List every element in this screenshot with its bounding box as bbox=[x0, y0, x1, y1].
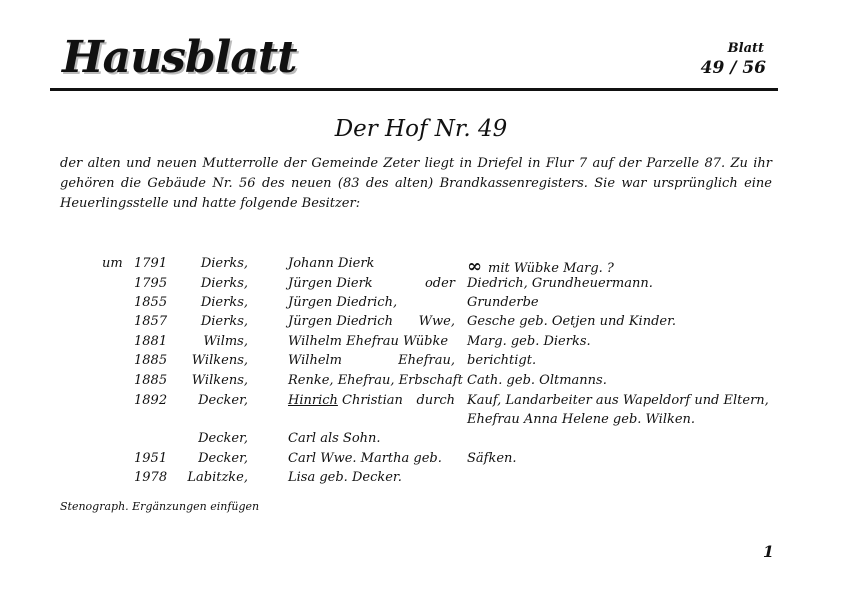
owner-year: 1791 bbox=[134, 256, 168, 271]
owner-surname: Dierks, bbox=[200, 276, 248, 291]
owner-surname: Decker, bbox=[198, 393, 248, 408]
owner-year: 1885 bbox=[134, 373, 168, 388]
blatt-value: 49 / 56 bbox=[700, 58, 766, 78]
owner-firstname: Jürgen Diedrich bbox=[288, 314, 393, 329]
owner-partner-text: Cath. geb. Oltmanns. bbox=[467, 373, 607, 388]
owner-firstname bbox=[288, 393, 403, 408]
owner-row bbox=[0, 470, 842, 490]
owner-connector: Wwe, bbox=[418, 314, 455, 329]
owner-firstname-underlined: Hinrich bbox=[288, 393, 338, 408]
owner-connector: oder bbox=[424, 276, 455, 291]
owner-year: 1855 bbox=[134, 295, 168, 310]
owner-row bbox=[0, 412, 842, 432]
owner-partner bbox=[467, 334, 591, 349]
owner-partner bbox=[467, 314, 676, 329]
owner-year: 1892 bbox=[134, 393, 168, 408]
owner-firstname-rest: Christian bbox=[337, 393, 403, 408]
owner-firstname: Jürgen Dierk bbox=[288, 276, 373, 291]
owner-year: 1978 bbox=[134, 470, 168, 485]
owner-partner bbox=[467, 373, 607, 388]
owner-partner bbox=[467, 276, 653, 291]
owner-partner-text: Säfken. bbox=[467, 451, 517, 466]
owner-partner bbox=[467, 451, 517, 466]
owner-surname: Dierks, bbox=[200, 256, 248, 271]
owner-connector: durch bbox=[416, 393, 455, 408]
owner-row bbox=[0, 373, 842, 393]
marriage-icon: ∞ bbox=[467, 256, 482, 277]
owner-partner-text: Grunderbe bbox=[467, 295, 539, 310]
intro-paragraph: der alten und neuen Mutterrolle der Gemeinde Zeter liegt in Driefel in Flur 7 auf der Parzelle 87. Zu ihr gehören die Gebäude Nr. 56 des neuen (83 des alten) Brandkassenregisters. Sie war ursprünglich eine Heuerlingsstelle und hatte folgende Besitzer: bbox=[60, 156, 772, 211]
owner-surname: Dierks, bbox=[200, 314, 248, 329]
footer-note: Stenograph. Ergänzungen einfügen bbox=[60, 500, 260, 513]
owner-firstname: Carl als Sohn. bbox=[288, 431, 381, 446]
owner-firstname: Carl Wwe. Martha geb. bbox=[288, 451, 442, 466]
owner-year: 1885 bbox=[134, 353, 168, 368]
owner-partner bbox=[467, 412, 695, 427]
owner-row bbox=[0, 276, 842, 296]
owner-partner-text: Kauf, Landarbeiter aus Wapeldorf und Eltern, bbox=[467, 393, 769, 408]
owner-row bbox=[0, 393, 842, 413]
owner-partner-text: mit Wübke Marg. ? bbox=[488, 261, 614, 276]
owner-partner-text: Marg. geb. Dierks. bbox=[467, 334, 591, 349]
owner-firstname: Lisa geb. Decker. bbox=[288, 470, 402, 485]
owner-partner-text: berichtigt. bbox=[467, 353, 537, 368]
owner-partner bbox=[467, 393, 769, 408]
owner-firstname: Jürgen Diedrich, bbox=[288, 295, 398, 310]
owner-firstname: Wilhelm Ehefrau Wübke bbox=[288, 334, 449, 349]
owner-firstname: Wilhelm bbox=[288, 353, 342, 368]
owner-surname: Wilkens, bbox=[191, 373, 248, 388]
owner-partner bbox=[467, 295, 539, 310]
owner-year: 1857 bbox=[134, 314, 168, 329]
owner-firstname: Johann Dierk bbox=[288, 256, 375, 271]
owner-um: um bbox=[102, 256, 123, 271]
blatt-label: Blatt bbox=[727, 41, 764, 56]
owner-row bbox=[0, 451, 842, 471]
owner-firstname: Renke, Ehefrau, Erbschaft bbox=[288, 373, 463, 388]
owner-row bbox=[0, 256, 842, 276]
owner-row bbox=[0, 431, 842, 451]
owner-surname: Wilkens, bbox=[191, 353, 248, 368]
owner-year: 1881 bbox=[134, 334, 168, 349]
owner-partner bbox=[467, 353, 536, 368]
owner-surname: Dierks, bbox=[200, 295, 248, 310]
owner-surname: Decker, bbox=[198, 431, 248, 446]
owner-partner-text: Ehefrau Anna Helene geb. Wilken. bbox=[467, 412, 696, 427]
owner-partner-text: Diedrich, Grundheuermann. bbox=[467, 276, 653, 291]
owner-partner-text: Gesche geb. Oetjen und Kinder. bbox=[467, 314, 677, 329]
owner-row bbox=[0, 353, 842, 373]
owner-partner bbox=[467, 256, 614, 277]
owner-year: 1951 bbox=[134, 451, 168, 466]
owner-row bbox=[0, 314, 842, 334]
owner-surname: Decker, bbox=[198, 451, 248, 466]
header-rule bbox=[50, 88, 778, 91]
owner-surname: Wilms, bbox=[203, 334, 248, 349]
owner-row bbox=[0, 295, 842, 315]
owner-year: 1795 bbox=[134, 276, 168, 291]
section-heading: Der Hof Nr. 49 bbox=[334, 116, 508, 142]
page-number: 1 bbox=[762, 542, 774, 561]
document-title: Hausblatt bbox=[62, 32, 297, 83]
owner-row bbox=[0, 334, 842, 354]
owner-connector: Ehefrau, bbox=[398, 353, 455, 368]
owner-surname: Labitzke, bbox=[187, 470, 248, 485]
